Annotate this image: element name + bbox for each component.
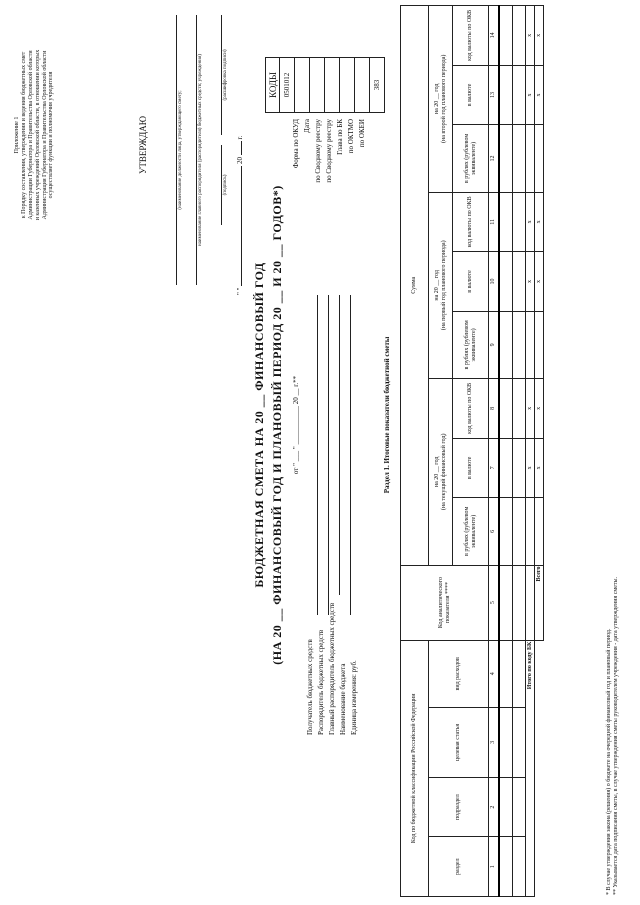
- year3-label: на 20 __ год: [433, 83, 440, 115]
- field-label: Распорядитель бюджетных средств: [317, 629, 325, 735]
- header-year2: [429, 192, 453, 378]
- header-okv: код валюты по ОКВ: [453, 379, 489, 439]
- doc-title-line1: БЮДЖЕТНАЯ СМЕТА НА 20 __ ФИНАНСОВЫЙ ГОД: [252, 262, 266, 588]
- code-label: Глава по БК: [336, 119, 344, 155]
- code-label: по Сводному реестру: [314, 119, 322, 183]
- code-label: Форма по ОКУД: [292, 119, 300, 169]
- section-title: Раздел 1. Итоговые показатели бюджетной сметы: [383, 336, 391, 494]
- appendix-line: Приложение 1: [14, 116, 20, 154]
- approve-date: [236, 5, 244, 295]
- x-mark: x: [526, 192, 535, 252]
- approve-title: УТВЕРЖДАЮ: [138, 116, 148, 175]
- header-okv: код валюты по ОКВ: [453, 6, 489, 66]
- col-num: 2: [489, 777, 500, 837]
- code-cell: [295, 58, 310, 113]
- appendix-line: осуществляет функции и полномочия учредителя: [48, 71, 55, 199]
- header-val: в валюте: [453, 252, 489, 312]
- code-cell: 383: [370, 58, 385, 113]
- header-val: в валюте: [453, 438, 489, 498]
- col-num: 8: [489, 379, 500, 439]
- approve-line: [196, 15, 197, 285]
- approve-line: [176, 15, 177, 285]
- total-bk-row: [526, 6, 535, 897]
- table-row: [513, 6, 526, 897]
- col-num: 10: [489, 252, 500, 312]
- header-razdel: раздел: [429, 837, 489, 897]
- appendix-line: Администрации Губернатора и Правительства Орловской области: [27, 50, 34, 220]
- approve-date-g: г.: [236, 135, 244, 140]
- x-mark: x: [535, 379, 544, 439]
- footnote: ** Указывается дата подписания сметы, в случае утверждения сметы руководителем учреждения - дата утверждения сметы.: [613, 576, 620, 895]
- doc-title-line2: (НА 20 __ ФИНАНСОВЫЙ ГОД И ПЛАНОВЫЙ ПЕРИОД 20 __ И 20 __ ГОДОВ*): [270, 185, 284, 665]
- footnote: * В случае утверждения закона (решения) о бюджете на очередной финансовый год и плановый период.: [606, 628, 612, 895]
- decoding-caption: (расшифровка подписи): [223, 49, 228, 101]
- codes-table: [265, 57, 385, 113]
- code-label: Дата: [303, 119, 311, 133]
- x-mark: x: [535, 438, 544, 498]
- fields-left: [306, 603, 361, 735]
- header-stat: целевая статья: [429, 707, 489, 777]
- header-vid: вид расходов: [429, 640, 489, 707]
- decoding-line: [221, 15, 222, 135]
- signature-caption: (подпись): [223, 174, 228, 196]
- total-row: [535, 6, 544, 897]
- field-underline: [328, 295, 329, 615]
- x-mark: x: [526, 379, 535, 439]
- field-underline: [350, 295, 351, 615]
- header-rub: в рублях (рублевом эквиваленте): [453, 125, 489, 192]
- x-mark: x: [526, 252, 535, 312]
- field-label: Единица измерения: руб.: [350, 660, 358, 735]
- col-num: 5: [489, 565, 500, 640]
- code-cell: [355, 58, 370, 113]
- total-label: Всего: [535, 565, 544, 640]
- field-underline: [339, 295, 340, 595]
- x-mark: x: [535, 65, 544, 125]
- x-mark: x: [526, 65, 535, 125]
- code-cell: 0501012: [280, 58, 295, 113]
- signature-line: [221, 145, 222, 225]
- x-mark: x: [535, 252, 544, 312]
- col-num: 4: [489, 640, 500, 707]
- code-cell: [310, 58, 325, 113]
- x-mark: x: [535, 192, 544, 252]
- col-num: 14: [489, 6, 500, 66]
- col-num: 6: [489, 498, 500, 565]
- header-year1: [429, 379, 453, 565]
- footnotes: [606, 15, 620, 895]
- col-num: 12: [489, 125, 500, 192]
- appendix-line: и казенных учреждений Орловской области, в отношении которых: [34, 49, 41, 221]
- col-num: 13: [489, 65, 500, 125]
- col-num: 1: [489, 837, 500, 897]
- col-num: 9: [489, 311, 500, 378]
- field-label: Главный распорядитель бюджетных средств: [328, 602, 336, 735]
- year3-sub: (на второй год планового периода): [440, 54, 447, 143]
- x-mark: x: [526, 438, 535, 498]
- year2-label: на 20 __ год: [433, 270, 440, 301]
- approve-date-year: 20: [236, 157, 244, 165]
- code-label: по Сводному реестру: [325, 119, 333, 183]
- total-bk-label: Итого по коду БК: [526, 640, 535, 896]
- code-cell: [340, 58, 355, 113]
- code-label: по ОКЕИ: [358, 119, 366, 148]
- doc-date-line: от " ___ " ___________ 20 __ г.**: [292, 375, 300, 475]
- appendix-line: к Порядку составления, утверждения и ведения бюджетных смет: [20, 51, 27, 219]
- code-cell: [325, 58, 340, 113]
- header-podrazdel: подраздел: [429, 777, 489, 837]
- table-row: [499, 6, 513, 897]
- summary-table: [400, 5, 544, 897]
- header-okv: код валюты по ОКВ: [453, 192, 489, 252]
- col-num: 11: [489, 192, 500, 252]
- appendix-block: [14, 15, 55, 255]
- header-analytic: Код аналитического показателя ****: [401, 565, 489, 640]
- code-label: по ОКТМО: [347, 119, 355, 154]
- codes-header: КОДЫ: [266, 58, 280, 113]
- x-mark: x: [535, 6, 544, 66]
- year2-sub: (на первый год планового периода): [440, 240, 447, 331]
- x-mark: x: [526, 6, 535, 66]
- col-num: 3: [489, 707, 500, 777]
- col-num: 7: [489, 438, 500, 498]
- year1-sub: (на текущий финансовый год): [440, 433, 447, 511]
- header-code-bk: Код по бюджетной классификации Российской Федерации: [401, 640, 429, 896]
- header-year3: [429, 6, 453, 193]
- approve-date-quote: " ": [236, 287, 244, 295]
- header-sum: Сумма: [401, 6, 429, 566]
- field-underline: [317, 295, 318, 615]
- header-rub: в рублях (рублевом эквиваленте): [453, 498, 489, 565]
- header-rub: в рублях (рублевом эквиваленте): [453, 311, 489, 378]
- approve-position-caption2: наименование главного распорядителя (распорядителя) бюджетных средств; учреждения): [198, 54, 203, 246]
- fields-right: [292, 119, 369, 285]
- field-label: Получатель бюджетных средств: [306, 639, 314, 735]
- approve-position-caption: (наименование должности лица, утверждающего смету;: [178, 90, 183, 210]
- header-val: в валюте: [453, 65, 489, 125]
- year1-label: на 20 __ год: [433, 456, 440, 488]
- appendix-line: Администрация Губернатора и Правительства Орловской области: [41, 50, 48, 220]
- field-label: Наименование бюджета: [339, 663, 347, 735]
